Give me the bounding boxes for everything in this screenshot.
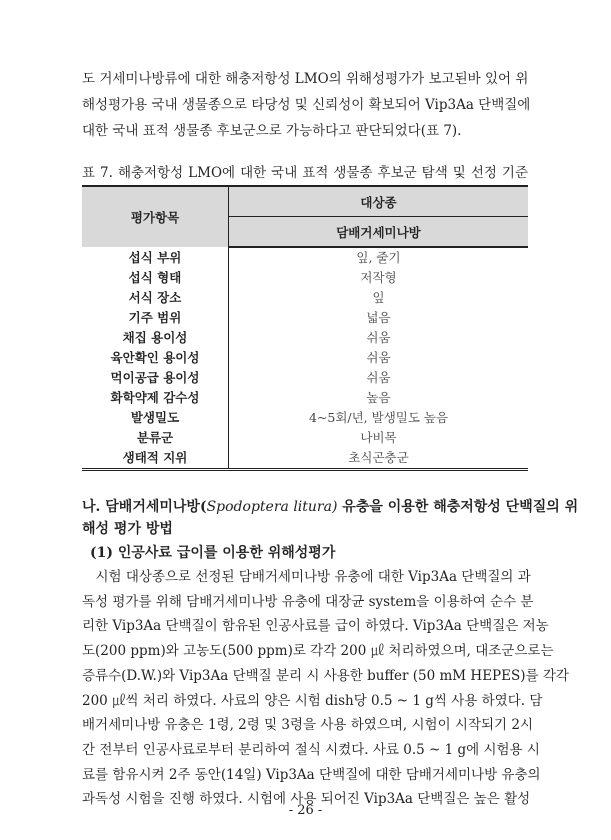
row-value: 초식곤충군 xyxy=(229,448,529,470)
row-value: 쉬움 xyxy=(366,330,391,345)
body-line: 증류수(D.W.)와 Vip3Aa 단백질 분리 시 사용한 buffer (50 mM HEPES)를 각각 xyxy=(82,667,569,684)
row-value: 잎 xyxy=(372,290,385,305)
header-evaluation-item: 평가항목 xyxy=(82,186,229,247)
body-line: 과독성 시험을 진행 하였다. 시험에 사용 되어진 Vip3Aa 단백질은 높은 활성 xyxy=(82,791,531,808)
row-item: 화학약제 감수성 xyxy=(82,388,229,408)
heading-scientific-name: Spodoptera litura) xyxy=(206,499,338,515)
row-value: 쉬움 xyxy=(366,370,391,385)
table-row xyxy=(82,448,528,470)
body-line: 간 전부터 인공사료로부터 분리하여 절식 시켰다. 사료 0.5 ~ 1 g에 시험용 시 xyxy=(82,741,540,758)
table-row xyxy=(82,308,528,328)
subsection-heading: (1) 인공사료 급이를 이용한 위해성평가 xyxy=(90,545,336,561)
table-row xyxy=(82,247,528,268)
target-species-table xyxy=(82,185,528,471)
body-line: 200 ㎕씩 처리 하였다. 사료의 양은 시험 dish당 0.5 ~ 1 g씩 사용 하였다. 담 xyxy=(82,692,543,709)
row-value: 잎, 줄기 xyxy=(356,250,401,265)
row-item: 섭식 부위 xyxy=(82,247,229,268)
intro-line: 도 거세미나방류에 대한 해충저항성 LMO의 위해성평가가 보고된바 있어 위 xyxy=(82,71,529,87)
row-item: 먹이공급 용이성 xyxy=(82,368,229,388)
section-heading-line2: 해성 평가 방법 xyxy=(82,521,173,537)
header-target-species: 대상종 xyxy=(229,186,529,217)
intro-line: 해성평가용 국내 생물종으로 타당성 및 신뢰성이 확보되어 Vip3Aa 단백질에 xyxy=(82,97,531,113)
row-value: 쉬움 xyxy=(366,350,391,365)
row-value: 4~5회/년, 발생밀도 높음 xyxy=(308,410,449,425)
table-row xyxy=(82,388,528,408)
header-species-name: 담배거세미나방 xyxy=(229,217,529,248)
table-row xyxy=(82,368,528,388)
row-item: 기주 범위 xyxy=(82,308,229,328)
row-item: 육안확인 용이성 xyxy=(82,348,229,368)
row-item: 분류군 xyxy=(82,428,229,448)
row-value: 나비목 xyxy=(360,430,397,445)
table-row xyxy=(82,288,528,308)
table-row xyxy=(82,428,528,448)
body-line: 시험 대상종으로 선정된 담배거세미나방 유충에 대한 Vip3Aa 단백질의 과 xyxy=(82,569,531,585)
table-row xyxy=(82,348,528,368)
body-line: 리한 Vip3Aa 단백질이 함유된 인공사료를 급이 하였다. Vip3Aa 단백질은 저농 xyxy=(82,618,549,635)
row-item: 발생밀도 xyxy=(82,408,229,428)
body-line: 배거세미나방 유충은 1령, 2령 및 3령을 사용 하였으며, 시험이 시작되기 2시 xyxy=(82,717,533,734)
row-item: 섭식 형태 xyxy=(82,268,229,288)
row-item: 서식 장소 xyxy=(82,288,229,308)
table-row xyxy=(82,408,528,428)
heading-prefix: 나. 담배거세미나방( xyxy=(82,499,207,515)
intro-line: 대한 국내 표적 생물종 후보군으로 가능하다고 판단되었다(표 7). xyxy=(82,123,462,139)
page-number: - 26 - xyxy=(288,803,323,818)
row-value: 넓음 xyxy=(366,310,391,325)
section-heading xyxy=(82,496,579,516)
heading-suffix: 유충을 이용한 해충저항성 단백질의 위 xyxy=(337,499,579,515)
row-item: 채집 용이성 xyxy=(82,328,229,348)
table-caption: 표 7. 해충저항성 LMO에 대한 국내 표적 생물종 후보군 탐색 및 선정 기준 xyxy=(82,165,528,181)
table-row xyxy=(82,328,528,348)
table-row xyxy=(82,268,528,288)
body-line: 도(200 ppm)와 고농도(500 ppm)로 각각 200 ㎕ 처리하였으며, 대조군으로는 xyxy=(82,643,554,660)
body-line: 독성 평가를 위해 담배거세미나방 유충에 대장균 system을 이용하여 순수 분 xyxy=(82,593,534,610)
row-value: 높음 xyxy=(366,390,391,405)
body-line: 료를 함유시켜 2주 동안(14일) Vip3Aa 단백질에 대한 담배거세미나방 유충의 xyxy=(82,766,541,783)
row-item: 생태적 지위 xyxy=(82,448,229,470)
row-value: 저작형 xyxy=(360,270,397,285)
